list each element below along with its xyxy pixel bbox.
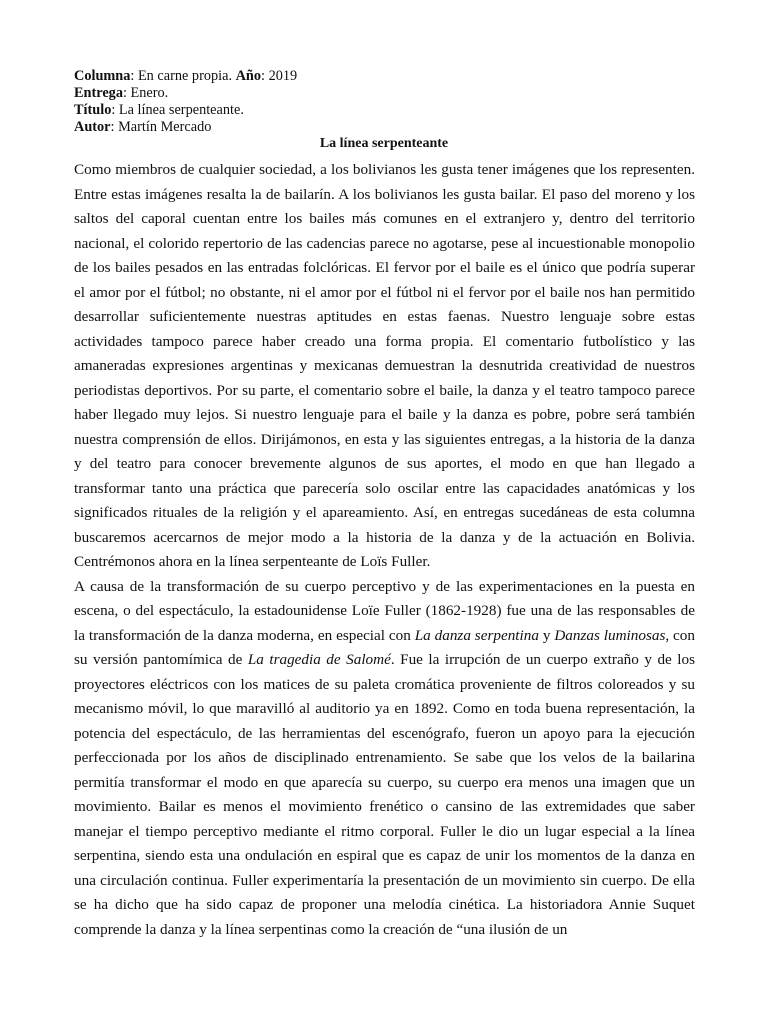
paragraph-2-text-b: y: [538, 626, 555, 644]
paragraph-2-text-d: . Fue la irrupción de un cuerpo extraño y de los proyectores eléctricos con los matices de su paleta cromática proveniente de filtros coloreados y su mecanismo móvil, lo que maravilló al auditorio ya en 1892. Como en toda buena representación, la potencia del espectáculo, de las herramientas del escenógrafo, fueron un apoyo para la ejecución perfeccionada por los años de disciplinado entrenamiento. Se sabe que los velos de la bailarina permitía transformar el modo en que aparecía su cuerpo, su cuerpo era menos una imagen que un movimiento. Bailar es menos el movimiento frenético o cansino de las extremidades que saber manejar el tiempo perceptivo mediante el ritmo corporal. Fuller le dio un lugar especial a la línea serpentina, siendo esta una ondulación en espiral que es capaz de unir los momentos de la danza en una circulación continua. Fuller experimentaría la presentación de un movimiento sin cuerpo. De ella se ha dicho que ha sido capaz de proponer una melodía cinética. La historiadora Annie Suquet comprende la danza y la línea serpentinas como la creación de “una ilusión de un: [74, 651, 695, 938]
document-body: [74, 158, 695, 942]
meta-autor-value: : Martín Mercado: [110, 119, 212, 135]
meta-columna-label: Columna: [74, 68, 131, 84]
meta-entrega-label: Entrega: [74, 85, 123, 101]
paragraph-2-text-c: , con su versión pantomímica de: [74, 626, 695, 668]
meta-columna-value: : En carne propia.: [130, 68, 233, 84]
paragraph-2-text-a: A causa de la transformación de su cuerpo perceptivo y de las experimentaciones en la puesta en escena, o del espectáculo, la estadounidense Loïe Fuller (1862-1928) fue una de las responsables de la transformación de la danza moderna, en especial con: [74, 577, 695, 644]
meta-titulo-line: [74, 102, 297, 119]
meta-entrega-line: [74, 85, 297, 102]
work-title-danza-serpentina: La danza serpentina: [414, 626, 539, 644]
meta-columna-line: [74, 68, 297, 85]
work-title-danzas-luminosas: Danzas luminosas: [554, 626, 666, 644]
body-paragraph-2: [74, 575, 695, 943]
meta-entrega-value: : Enero.: [122, 85, 169, 101]
meta-autor-label: Autor: [74, 119, 111, 135]
meta-titulo-label: Título: [74, 102, 112, 118]
meta-anio-label: Año: [235, 68, 262, 84]
meta-autor-line: [74, 119, 297, 136]
work-title-tragedia-salome: La tragedia de Salomé: [247, 651, 391, 668]
meta-titulo-value: : La línea serpenteante.: [111, 102, 244, 118]
body-paragraph-1: Como miembros de cualquier sociedad, a los bolivianos les gusta tener imágenes que los representen. Entre estas imágenes resalta la de bailarín. A los bolivianos les gusta bailar. El paso del moreno y los saltos del caporal cuentan entre los bailes más comunes en el extranjero y, dentro del territorio nacional, el colorido repertorio de las cadencias parece no agotarse, pese al incuestionable monopolio de los bailes pesados en las entradas folclóricas. El fervor por el baile es el único que podría superar el amor por el fútbol; no obstante, ni el amor por el fútbol ni el fervor por el baile nos han permitido desarrollar suficientemente nuestras aptitudes en estas faenas. Nuestro lenguaje sobre estas actividades tampoco parece haber creado una forma propia. El comentario futbolístico y las amaneradas expresiones argentinas y mexicanas demuestran la desnutrida creatividad de nuestros periodistas deportivos. Por su parte, el comentario sobre el baile, la danza y el teatro tampoco parece haber llegado muy lejos. Si nuestro lenguaje para el baile y la danza es pobre, pobre será también nuestra comprensión de ellos. Dirijámonos, en esta y las siguientes entregas, a la historia de la danza y del teatro para conocer brevemente algunos de sus aportes, el modo en que han llegado a transformar tanto una práctica que parecería solo oscilar entre las capacidades anatómicas y los significados rituales de la religión y el apareamiento. Así, en entregas sucedáneas de esta columna buscaremos acercarnos de mejor modo a la historia de la danza y de la actuación en Bolivia. Centrémonos ahora en la línea serpenteante de Loïs Fuller.: [74, 161, 695, 570]
meta-anio-value: : 2019: [261, 68, 298, 84]
document-metadata: [74, 68, 297, 136]
document-title: La línea serpenteante: [319, 136, 449, 151]
